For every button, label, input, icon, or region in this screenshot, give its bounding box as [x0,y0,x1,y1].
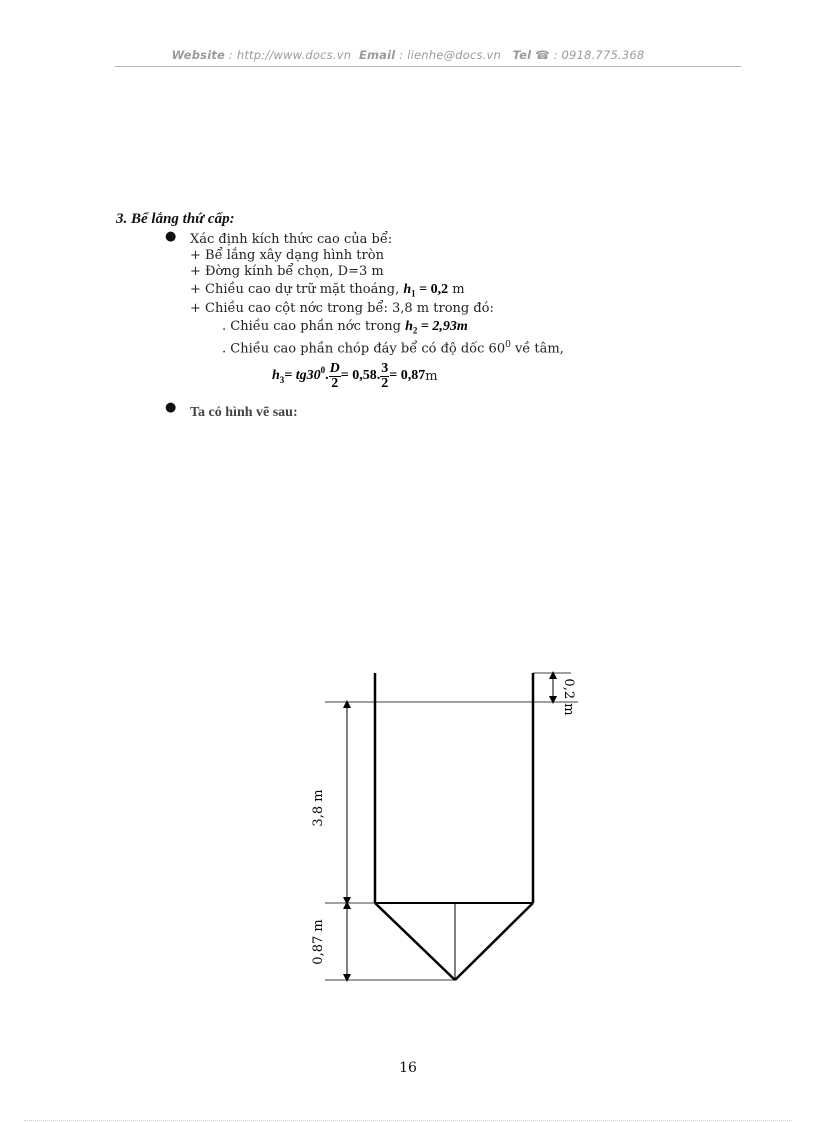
unit: m [425,368,438,384]
dim-label-cone: 0,87 m [311,919,326,965]
math-var: h [403,282,412,297]
math-var: h [405,319,413,334]
math-var: h [272,368,280,383]
math-result: = 0,87 [389,368,426,383]
numerator: D [329,360,340,376]
math-eq: = 0,2 [415,282,449,297]
text-segment: + Chiều cao dự trữ mặt thoáng, [190,282,400,297]
superscript: 0 [505,340,511,350]
text-segment: về tâm, [510,341,564,357]
page-number: 16 [399,1060,417,1076]
tel-value: : 0918.775.368 [549,48,645,62]
denominator: 2 [331,375,339,391]
math-eq: = 0,58. [340,368,381,383]
email-value: : lienhe@docs.vn [395,48,502,62]
cone-right-side [455,903,533,980]
text-segment: . Chiều cao phần chóp đáy bể có độ dốc 60 [222,341,506,357]
phone-icon: ☎ [535,48,550,62]
unit: m [448,282,465,297]
text-line: Ta có hình vẽ sau: [190,405,298,420]
math-dot: . [325,368,329,383]
cone-left-side [375,903,455,980]
text-line: Xác định kích thức cao của bể: [190,232,393,247]
section-title: 3. Bể lắng thứ cấp: [116,211,235,227]
dim-label-top: 0,2 m [561,678,576,716]
math-eq: = 2,93m [417,319,468,334]
text-line: + Bể lắng xây dạng hình tròn [190,248,384,263]
website-value: : http://www.docs.vn [225,48,352,62]
math-sub: 1 [411,288,416,299]
math-sup: 0 [320,365,326,375]
math-sub: 3 [279,375,285,385]
tel-label: Tel [512,48,532,62]
denominator: 2 [381,375,389,391]
numerator: 3 [381,360,389,376]
website-label: Website [171,48,226,62]
dim-label-water: 3,8 m [311,789,326,827]
email-label: Email [358,48,396,62]
math-eq: = tg30 [284,368,321,383]
text-segment: . Chiều cao phần nớc trong [222,319,401,334]
text-line: + Chiều cao cột nớc trong bể: 3,8 m trong đó: [190,301,494,316]
bullet-icon: ● [165,400,177,415]
footer-divider [24,1120,792,1121]
text-line: + Đờng kính bể chọn, D=3 m [190,264,384,279]
bullet-icon: ● [165,229,177,244]
math-sub: 2 [412,325,418,336]
